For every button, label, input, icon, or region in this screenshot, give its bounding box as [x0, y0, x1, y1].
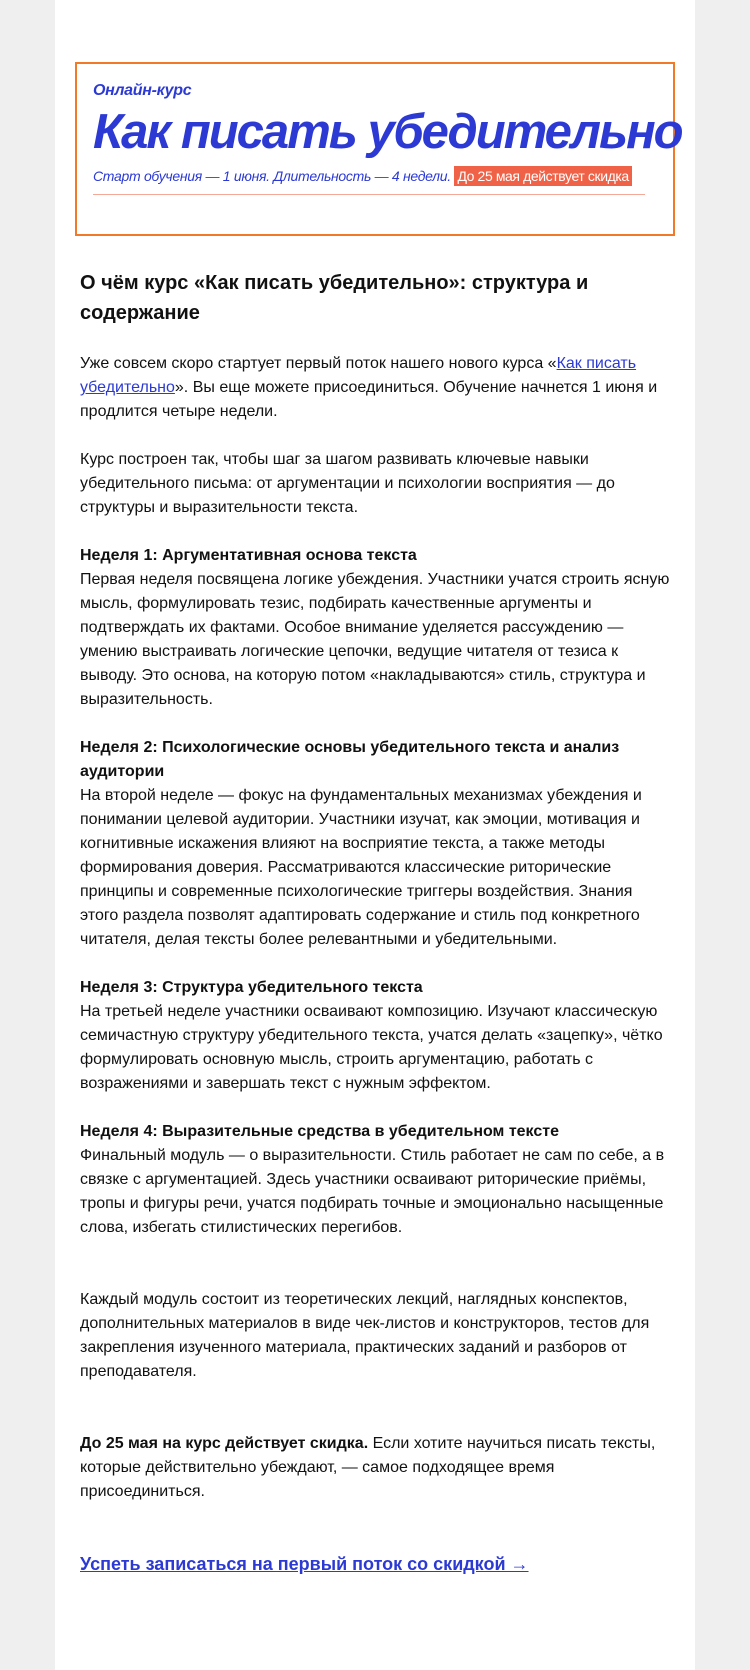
banner-subtitle-text: Старт обучения — 1 июня. Длительность — 4 недели.	[93, 168, 451, 184]
week-block	[80, 544, 675, 712]
week-text: На третьей неделе участники осваивают композицию. Изучают классическую семичастную структуру убедительного текста, учатся делать «зацепку», чётко формулировать основную мысль, строить аргументацию, работать с возражениями и завершать текст с нужным эффектом.	[80, 1003, 663, 1092]
banner-eyebrow: Онлайн-курс	[93, 82, 192, 99]
week-block	[80, 976, 675, 1096]
intro-text-before: Уже совсем скоро стартует первый поток нашего нового курса «	[80, 355, 557, 372]
week-title: Неделя 3: Структура убедительного текста	[80, 979, 423, 996]
week-title: Неделя 2: Психологические основы убедительного текста и анализ аудитории	[80, 739, 620, 780]
banner-divider	[93, 194, 645, 195]
discount-text: Если хотите научиться писать тексты, которые действительно убеждают, — самое подходящее время присоединиться.	[80, 1435, 656, 1500]
discount-paragraph	[80, 1432, 675, 1504]
week-title: Неделя 4: Выразительные средства в убедительном тексте	[80, 1123, 559, 1140]
email-body	[55, 0, 695, 1670]
intro-text-after: ». Вы еще можете присоединиться. Обучение начнется 1 июня и продлится четыре недели.	[80, 379, 658, 420]
banner-title: Как писать убедительно	[93, 105, 682, 159]
week-block	[80, 1120, 675, 1240]
article	[80, 268, 675, 1578]
signup-cta-link[interactable]: Успеть записаться на первый поток со скидкой →	[80, 1554, 529, 1574]
modules-paragraph: Каждый модуль состоит из теоретических лекций, наглядных конспектов, дополнительных материалов в виде чек-листов и конструкторов, тестов для закрепления изученного материала, практических заданий и разборов от преподавателя.	[80, 1291, 650, 1380]
intro-paragraph	[80, 352, 675, 424]
week-block	[80, 736, 675, 952]
week-title: Неделя 1: Аргументативная основа текста	[80, 547, 417, 564]
discount-badge: До 25 мая действует скидка	[454, 166, 631, 186]
spacer	[80, 1264, 675, 1288]
course-link[interactable]: Как писать убедительно	[80, 355, 637, 396]
spacer	[80, 1408, 675, 1432]
discount-bold: До 25 мая на курс действует скидка.	[80, 1435, 369, 1452]
banner-content	[93, 82, 682, 195]
week-text: Первая неделя посвящена логике убеждения. Участники учатся строить ясную мысль, формулировать тезис, подбирать качественные аргументы и подтверждать их фактами. Особое внимание уделяется рассуждению — умению выстраивать логические цепочки, ведущие читателя от тезиса к выводу. Это основа, на которую потом «накладываются» стиль, структура и выразительность.	[80, 571, 670, 708]
article-heading: О чём курс «Как писать убедительно»: структура и содержание	[80, 272, 589, 324]
structure-paragraph: Курс построен так, чтобы шаг за шагом развивать ключевые навыки убедительного письма: от аргументации и психологии восприятия — до структуры и выразительности текста.	[80, 451, 615, 516]
banner-subtitle	[93, 166, 645, 186]
week-text: На второй неделе — фокус на фундаментальных механизмах убеждения и понимании целевой аудитории. Участники изучат, как эмоции, мотивация и когнитивные искажения влияют на восприятие текста, а также методы формирования доверия. Рассматриваются классические риторические принципы и современные психологические триггеры воздействия. Знания этого раздела позволят адаптировать содержание и стиль под конкретного читателя, делая тексты более релевантными и убедительными.	[80, 787, 642, 948]
week-text: Финальный модуль — о выразительности. Стиль работает не сам по себе, а в связке с аргументацией. Здесь участники осваивают риторические приёмы, тропы и фигуры речи, учатся подбирать точные и эмоционально насыщенные слова, избегать стилистических перегибов.	[80, 1147, 665, 1236]
course-banner[interactable]	[75, 62, 682, 236]
